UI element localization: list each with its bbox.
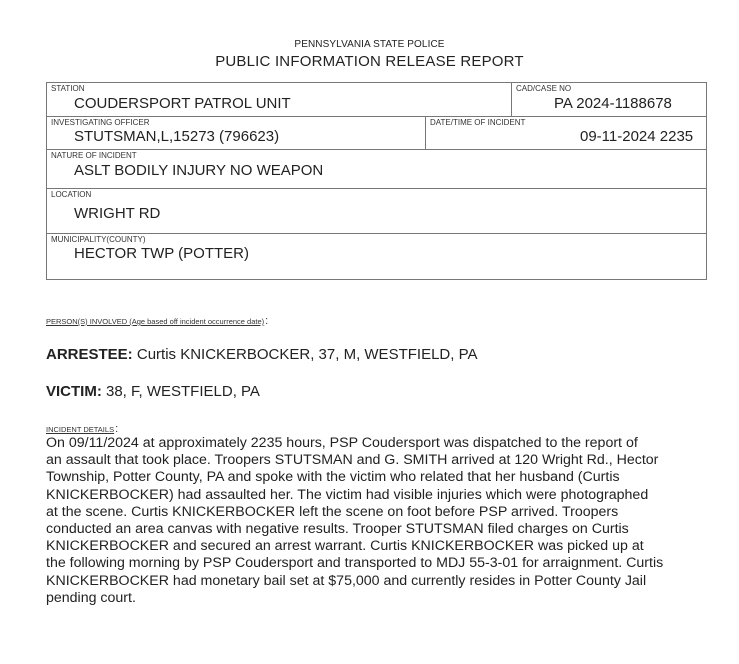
- station-value: COUDERSPORT PATROL UNIT: [74, 95, 291, 112]
- narrative-line: pending court.: [46, 589, 136, 606]
- persons-involved-colon: :: [265, 315, 269, 327]
- victim-line: [46, 383, 260, 400]
- form-row-location: [47, 189, 706, 234]
- station-label: STATION: [51, 84, 85, 93]
- case-no-value: PA 2024-1188678: [554, 95, 672, 112]
- narrative-line: an assault that took place. Troopers STUTSMAN and G. SMITH arrived at 120 Wright Rd., Hector: [46, 452, 659, 469]
- officer-value: STUTSMAN,L,15273 (796623): [74, 128, 280, 145]
- datetime-cell: [425, 117, 707, 149]
- arrestee-details: Curtis KNICKERBOCKER, 37, M, WESTFIELD, PA: [132, 346, 478, 363]
- municipality-label: MUNICIPALITY(COUNTY): [51, 235, 146, 244]
- incident-details-label: INCIDENT DETAILS: [46, 425, 115, 434]
- narrative-line: On 09/11/2024 at approximately 2235 hours, PSP Coudersport was dispatched to the report of: [46, 435, 638, 451]
- incident-details-heading: [46, 423, 118, 435]
- officer-cell: [47, 117, 425, 149]
- report-title: PUBLIC INFORMATION RELEASE REPORT: [215, 53, 524, 70]
- municipality-cell: [47, 234, 706, 280]
- arrestee-line: [46, 346, 477, 363]
- station-cell: [47, 83, 511, 116]
- narrative-line: KNICKERBOCKER) had assaulted her. The victim had visible injuries which were photographed: [46, 486, 649, 503]
- location-label: LOCATION: [51, 190, 92, 199]
- datetime-value: 09-11-2024 2235: [580, 128, 694, 145]
- narrative-line: conducted an area canvas with negative results. Trooper STUTSMAN filed charges on Curtis: [46, 521, 629, 538]
- form-row-station: [47, 83, 706, 117]
- form-row-nature: [47, 150, 706, 189]
- form-row-municipality: [47, 234, 706, 280]
- narrative-line: KNICKERBOCKER and secured an arrest warrant. Curtis KNICKERBOCKER was picked up at: [46, 538, 644, 555]
- municipality-value: HECTOR TWP (POTTER): [74, 245, 250, 262]
- case-no-cell: [511, 83, 707, 116]
- persons-involved-heading: [46, 315, 268, 327]
- location-cell: [47, 189, 706, 233]
- incident-details-colon: :: [115, 423, 119, 435]
- incident-narrative: [46, 435, 726, 607]
- nature-value: ASLT BODILY INJURY NO WEAPON: [74, 162, 324, 179]
- nature-cell: [47, 150, 706, 188]
- incident-form-table: [46, 82, 707, 280]
- narrative-line: KNICKERBOCKER had monetary bail set at $75,000 and currently resides in Potter County Jail: [46, 572, 647, 589]
- form-row-officer: [47, 117, 706, 150]
- nature-label: NATURE OF INCIDENT: [51, 151, 137, 160]
- victim-details: 38, F, WESTFIELD, PA: [101, 383, 260, 400]
- agency-name: PENNSYLVANIA STATE POLICE: [294, 39, 445, 50]
- narrative-line: the following morning by PSP Coudersport and transported to MDJ 55-3-01 for arraignment. Curtis: [46, 555, 664, 572]
- persons-involved-label: PERSON(S) INVOLVED (Age based off incident occurrence date): [46, 317, 265, 326]
- narrative-line: Township, Potter County, PA and spoke with the victim who related that her husband (Curtis: [46, 469, 620, 486]
- narrative-line: at the scene. Curtis KNICKERBOCKER left the scene on foot before PSP arrived. Troopers: [46, 503, 619, 520]
- officer-label: INVESTIGATING OFFICER: [51, 118, 150, 127]
- case-no-label: CAD/CASE NO: [516, 84, 572, 93]
- datetime-label: DATE/TIME OF INCIDENT: [430, 118, 526, 127]
- arrestee-role: ARRESTEE:: [46, 346, 133, 363]
- location-value: WRIGHT RD: [74, 205, 161, 222]
- victim-role: VICTIM:: [46, 383, 102, 400]
